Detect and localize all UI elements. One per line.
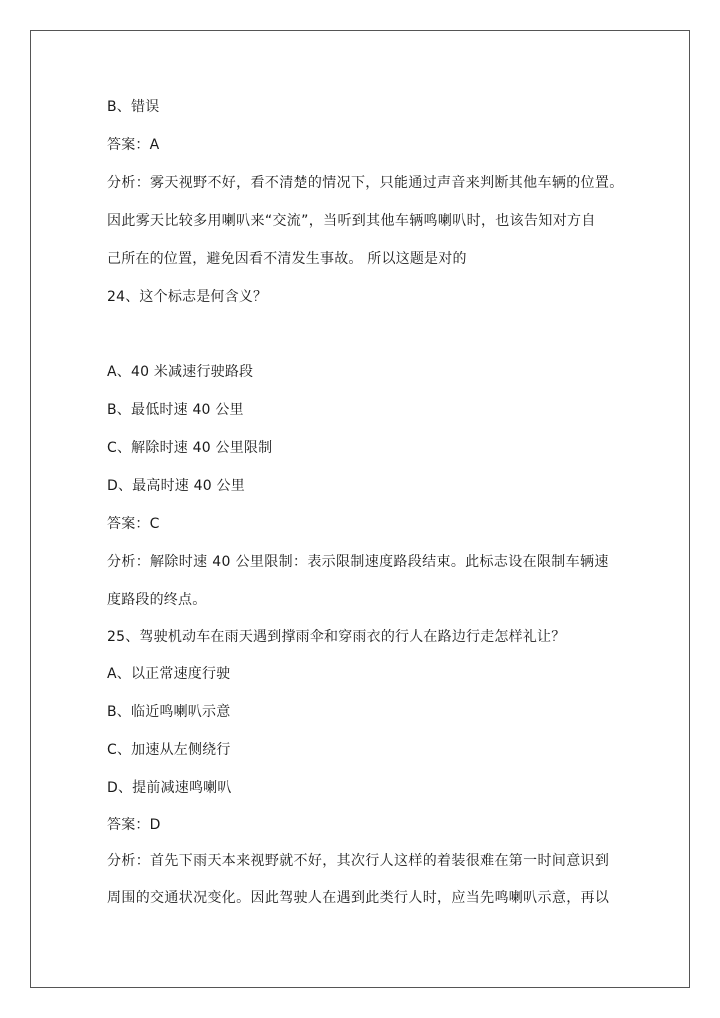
q25-analysis-line-2: 周围的交通状况变化。因此驾驶人在遇到此类行人时，应当先鸣喇叭示意，再以 [107, 890, 610, 906]
q23-analysis-line-1: 分析：雾天视野不好，看不清楚的情况下，只能通过声音来判断其他车辆的位置。 [107, 175, 624, 191]
q25-option-c: C、加速从左侧绕行 [107, 742, 231, 758]
q24-analysis-line-1: 分析：解除时速 40 公里限制：表示限制速度路段结束。此标志设在限制车辆速 [107, 554, 609, 570]
q24-option-c: C、解除时速 40 公里限制 [107, 440, 273, 456]
q25-analysis-line-1: 分析：首先下雨天本来视野就不好，其次行人这样的着装很难在第一时间意识到 [107, 853, 610, 869]
q24-option-a: A、40 米减速行驶路段 [107, 364, 254, 380]
q23-analysis-line-2: 因此雾天比较多用喇叭来“交流”，当听到其他车辆鸣喇叭时，也该告知对方自 [107, 213, 596, 229]
q25-option-a: A、以正常速度行驶 [107, 666, 231, 682]
q24-analysis-line-2: 度路段的终点。 [107, 592, 207, 608]
q24-question: 24、这个标志是何含义？ [107, 289, 268, 305]
q24-option-b: B、最低时速 40 公里 [107, 402, 244, 418]
q25-option-d: D、提前减速鸣喇叭 [107, 780, 232, 796]
q25-option-b: B、临近鸣喇叭示意 [107, 704, 231, 720]
q23-analysis-line-3: 己所在的位置，避免因看不清发生事故。 所以这题是对的 [107, 251, 467, 267]
q23-answer: 答案：A [107, 137, 160, 153]
q24-option-d: D、最高时速 40 公里 [107, 478, 245, 494]
q23-option-b: B、错误 [107, 99, 160, 115]
q25-question: 25、驾驶机动车在雨天遇到撑雨伞和穿雨衣的行人在路边行走怎样礼让？ [107, 629, 566, 645]
q25-answer: 答案：D [107, 817, 161, 833]
q24-answer: 答案：C [107, 516, 160, 532]
